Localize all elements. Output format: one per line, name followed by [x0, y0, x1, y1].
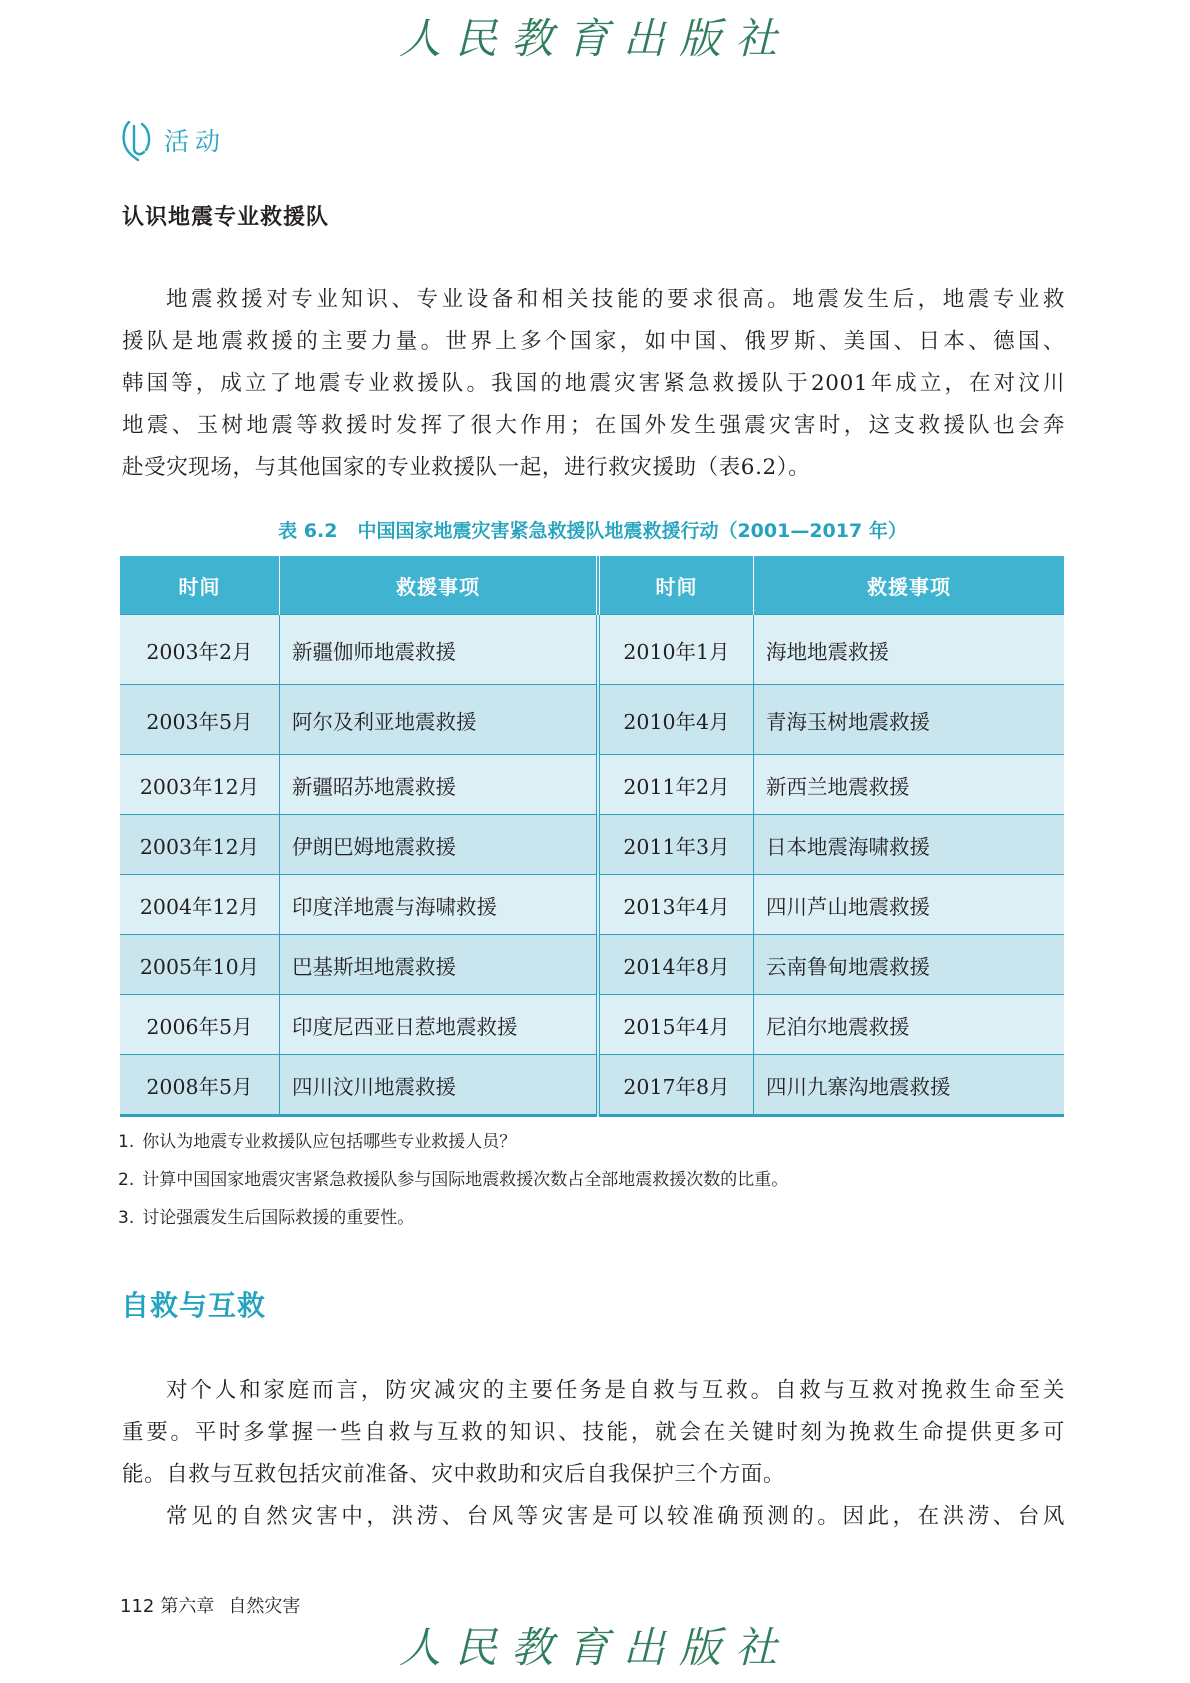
activity-title: 认识地震专业救援队 — [122, 205, 330, 230]
question-text: 讨论强震发生后国际救援的重要性。 — [142, 1208, 415, 1228]
date-cell: 2011年2月 — [598, 755, 754, 815]
intro-line: 援队是地震救援的主要力量。世界上多个国家，如中国、俄罗斯、美国、日本、德国、 — [122, 329, 1065, 354]
event-cell: 巴基斯坦地震救援 — [280, 935, 599, 995]
event-cell: 新疆伽师地震救援 — [280, 615, 599, 685]
event-cell: 尼泊尔地震救援 — [754, 995, 1065, 1055]
rescue-table — [120, 556, 1064, 1117]
table-row — [120, 615, 1064, 685]
event-cell: 印度洋地震与海啸救援 — [280, 875, 599, 935]
question-item — [118, 1161, 788, 1199]
table-header-row — [120, 556, 1064, 615]
section-title: 自救与互救 — [121, 1289, 267, 1322]
chapter-title: 自然灾害 — [228, 1596, 301, 1617]
event-cell: 新西兰地震救援 — [754, 755, 1065, 815]
date-cell: 2003年5月 — [120, 685, 280, 755]
header-event-1: 救援事项 — [280, 556, 599, 615]
date-cell: 2005年10月 — [120, 935, 280, 995]
event-cell: 日本地震海啸救援 — [754, 815, 1065, 875]
question-text: 计算中国国家地震灾害紧急救援队参与国际地震救援次数占全部地震救援次数的比重。 — [142, 1170, 789, 1190]
activity-label: 活动 — [164, 127, 227, 156]
table-row — [120, 815, 1064, 875]
table-row — [120, 875, 1064, 935]
activity-questions — [118, 1123, 788, 1237]
activity-header — [120, 118, 226, 162]
table-row — [120, 935, 1064, 995]
intro-line: 地震救援对专业知识、专业设备和相关技能的要求很高。地震发生后，地震专业救 — [166, 287, 1065, 312]
table-row — [120, 685, 1064, 755]
event-cell: 印度尼西亚日惹地震救援 — [280, 995, 599, 1055]
question-number: 2. — [118, 1170, 135, 1190]
date-cell: 2003年12月 — [120, 755, 280, 815]
event-cell: 四川芦山地震救援 — [754, 875, 1065, 935]
section-line: 对个人和家庭而言，防灾减灾的主要任务是自救与互救。自救与互救对挽救生命至关 — [166, 1378, 1065, 1403]
intro-line: 韩国等，成立了地震专业救援队。我国的地震灾害紧急救援队于2001年成立，在对汶川 — [122, 371, 1065, 396]
question-number: 3. — [118, 1208, 135, 1228]
intro-line: 地震、玉树地震等救援时发挥了很大作用；在国外发生强震灾害时，这支救援队也会奔 — [122, 413, 1065, 438]
date-cell: 2003年2月 — [120, 615, 280, 685]
date-cell: 2010年4月 — [598, 685, 754, 755]
section-line: 常见的自然灾害中，洪涝、台风等灾害是可以较准确预测的。因此，在洪涝、台风 — [166, 1504, 1065, 1529]
event-cell: 伊朗巴姆地震救援 — [280, 815, 599, 875]
question-item — [118, 1123, 788, 1161]
header-date-1: 时间 — [120, 556, 280, 615]
date-cell: 2004年12月 — [120, 875, 280, 935]
section-line: 能。自救与互救包括灾前准备、灾中救助和灾后自我保护三个方面。 — [122, 1462, 786, 1487]
event-cell: 海地地震救援 — [754, 615, 1065, 685]
chapter-number: 第六章 — [160, 1596, 215, 1617]
date-cell: 2008年5月 — [120, 1055, 280, 1116]
question-text: 你认为地震专业救援队应包括哪些专业救援人员？ — [142, 1132, 517, 1152]
event-cell: 四川汶川地震救援 — [280, 1055, 599, 1116]
intro-paragraph — [122, 279, 1065, 489]
event-cell: 新疆昭苏地震救援 — [280, 755, 599, 815]
date-cell: 2006年5月 — [120, 995, 280, 1055]
header-event-2: 救援事项 — [754, 556, 1065, 615]
page-number: 112 — [120, 1596, 155, 1617]
section-line: 重要。平时多掌握一些自救与互救的知识、技能，就会在关键时刻为挽救生命提供更多可 — [122, 1420, 1065, 1445]
table-row — [120, 995, 1064, 1055]
date-cell: 2014年8月 — [598, 935, 754, 995]
event-cell: 云南鲁甸地震救援 — [754, 935, 1065, 995]
date-cell: 2017年8月 — [598, 1055, 754, 1116]
table-row — [120, 1055, 1064, 1116]
publisher-logo-top: 人民教育出版社 — [398, 14, 791, 63]
event-cell: 四川九寨沟地震救援 — [754, 1055, 1065, 1116]
header-date-2: 时间 — [598, 556, 754, 615]
table-row — [120, 755, 1064, 815]
question-number: 1. — [118, 1132, 135, 1152]
activity-icon — [120, 118, 154, 162]
question-item — [118, 1199, 788, 1237]
date-cell: 2003年12月 — [120, 815, 280, 875]
date-cell: 2015年4月 — [598, 995, 754, 1055]
intro-line: 赴受灾现场，与其他国家的专业救援队一起，进行救灾援助（表6.2）。 — [122, 455, 811, 480]
section-paragraph — [122, 1370, 1065, 1538]
event-cell: 青海玉树地震救援 — [754, 685, 1065, 755]
event-cell: 阿尔及利亚地震救援 — [280, 685, 599, 755]
date-cell: 2013年4月 — [598, 875, 754, 935]
table-number: 表 6.2 — [278, 520, 338, 542]
publisher-logo-bottom: 人民教育出版社 — [398, 1623, 791, 1672]
date-cell: 2010年1月 — [598, 615, 754, 685]
date-cell: 2011年3月 — [598, 815, 754, 875]
table-title: 中国国家地震灾害紧急救援队地震救援行动（2001—2017 年） — [357, 520, 907, 542]
table-caption — [120, 516, 1065, 543]
